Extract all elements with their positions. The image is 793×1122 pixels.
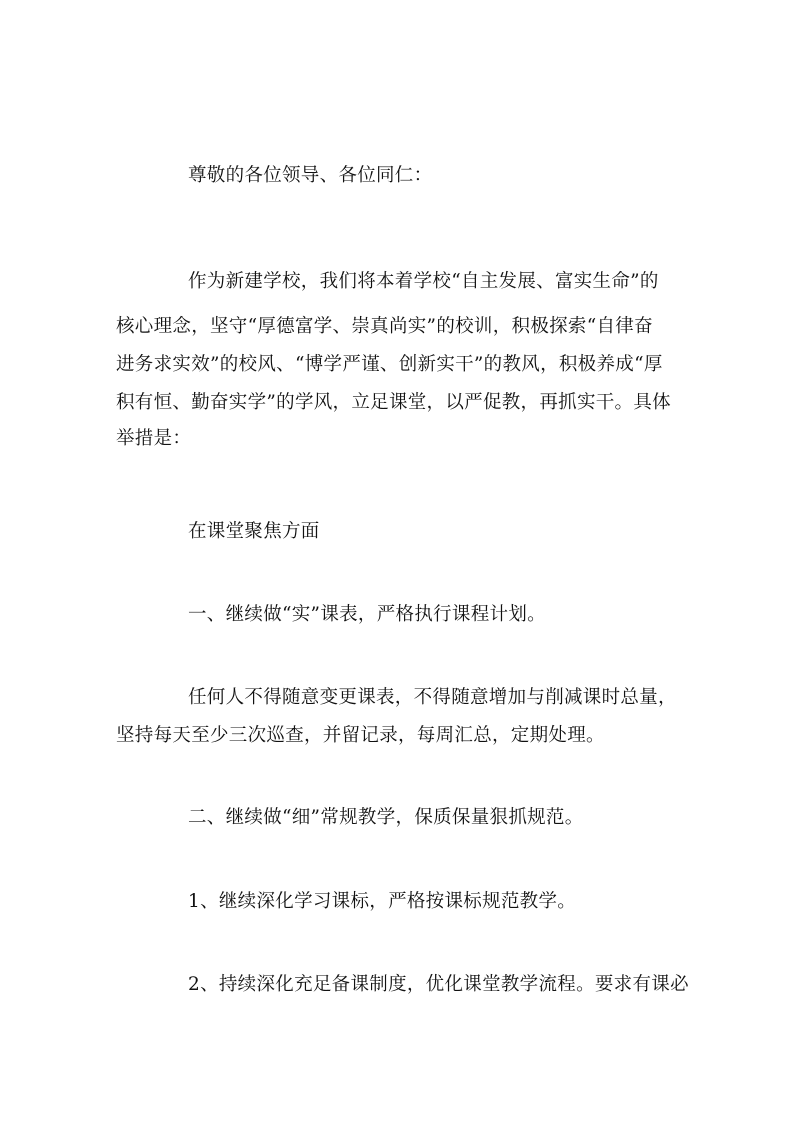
- sub-item-1: 1、继续深化学习课标，严格按课标规范教学。: [188, 891, 577, 912]
- item-two-title: 二、继续做“细”常规教学，保质保量狠抓规范。: [188, 807, 584, 828]
- paragraph-line: 举措是：: [116, 428, 192, 449]
- paragraph-line: 积有恒、勤奋实学”的学风，立足课堂，以严促教，再抓实干。具体: [116, 392, 671, 413]
- sub-item-2: 2、持续深化充足备课制度，优化课堂教学流程。要求有课必: [188, 974, 689, 995]
- paragraph-line: 核心理念，坚守“厚德富学、崇真尚实”的校训，积极探索“自律奋: [116, 316, 653, 337]
- section-heading: 在课堂聚焦方面: [188, 521, 320, 542]
- item-one-title: 一、继续做“实”课表，严格执行课程计划。: [188, 604, 546, 625]
- paragraph-line: 任何人不得随意变更课表，不得随意增加与削减课时总量，: [188, 687, 677, 708]
- paragraph-line: 坚持每天至少三次巡查，并留记录，每周汇总，定期处理。: [116, 725, 605, 746]
- greeting: 尊敬的各位领导、各位同仁：: [188, 165, 433, 186]
- paragraph-line: 进务求实效”的校风、“博学严谨、创新实干”的教风，积极养成“厚: [116, 354, 663, 375]
- paragraph-line: 作为新建学校，我们将本着学校“自主发展、富实生命”的: [188, 271, 659, 292]
